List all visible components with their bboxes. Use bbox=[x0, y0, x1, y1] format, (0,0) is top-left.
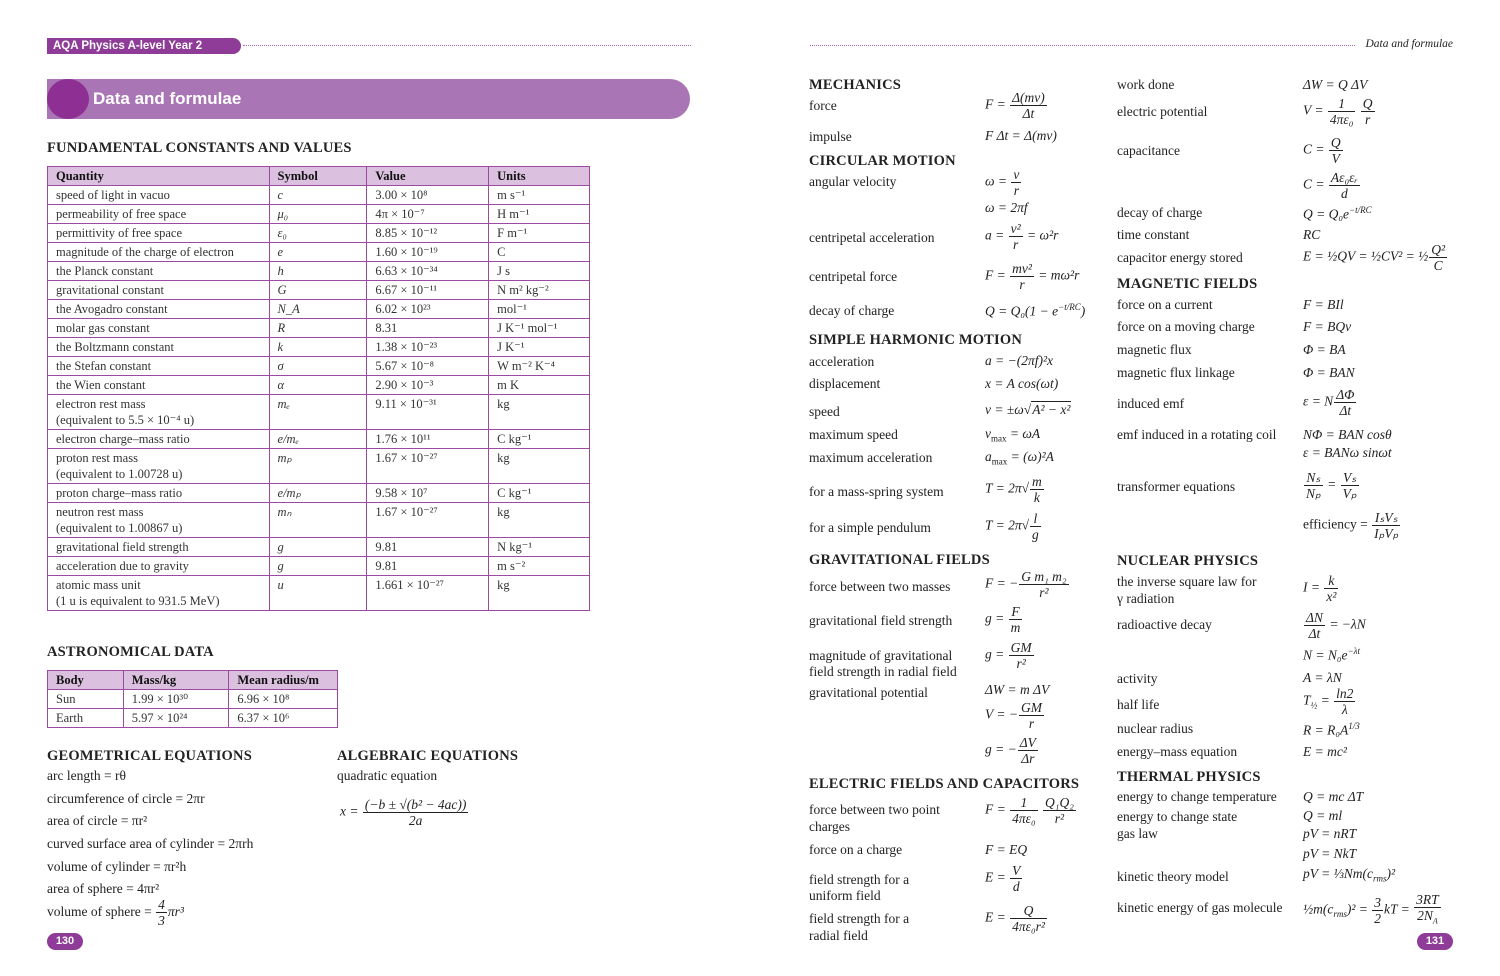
angular-velocity-formula: ω = $\frac{v}{r}$ bbox=[985, 167, 1020, 198]
flux-linkage-label: magnetic flux linkage bbox=[1117, 365, 1235, 380]
const-cell: 1.661 × 10⁻²⁷ bbox=[367, 576, 489, 611]
const-cell: c bbox=[269, 186, 367, 205]
const-cell: mol⁻¹ bbox=[489, 300, 590, 319]
geometric-line: circumference of circle = 2πr bbox=[47, 791, 205, 806]
thermal-heading: THERMAL PHYSICS bbox=[1117, 769, 1261, 785]
const-cell: J K⁻¹ bbox=[489, 338, 590, 357]
const-cell: μ₀ bbox=[269, 205, 367, 224]
const-cell: W m⁻² K⁻⁴ bbox=[489, 357, 590, 376]
const-cell: 9.11 × 10⁻³¹ bbox=[367, 395, 489, 430]
const-cell: permeability of free space bbox=[48, 205, 270, 224]
energy-state-label: energy to change state bbox=[1117, 809, 1238, 824]
const-cell: h bbox=[269, 262, 367, 281]
const-cell: 1.67 × 10⁻²⁷ bbox=[367, 503, 489, 538]
astro-cell: 6.37 × 10⁶ bbox=[229, 709, 338, 728]
header-divider-left bbox=[243, 45, 691, 46]
decay-of-charge-label-2: decay of charge bbox=[1117, 205, 1203, 220]
const-table-row bbox=[48, 376, 590, 395]
const-cell: 4π × 10⁻⁷ bbox=[367, 205, 489, 224]
energy-stored-label: capacitor energy stored bbox=[1117, 250, 1243, 265]
const-header-cell: Value bbox=[367, 167, 489, 186]
const-cell: the Wien constant bbox=[48, 376, 270, 395]
const-table-row bbox=[48, 319, 590, 338]
const-cell: the Boltzmann constant bbox=[48, 338, 270, 357]
nuclear-heading: NUCLEAR PHYSICS bbox=[1117, 553, 1259, 569]
const-cell: proton rest mass (equivalent to 1.00728 u) bbox=[48, 449, 270, 484]
grav-potential-formula-1: ΔW = m ΔV bbox=[985, 682, 1050, 697]
force-two-charges-label-2: charges bbox=[809, 819, 850, 834]
half-life-formula: $T_{\frac{1}{2}}$ = $\frac{\ln 2}{\lambda}$ bbox=[1303, 686, 1354, 717]
force-on-charge-label: force on a charge bbox=[809, 842, 903, 857]
astro-cell: 1.99 × 10³⁰ bbox=[123, 690, 229, 709]
astro-table-row bbox=[48, 690, 338, 709]
astro-cell: 6.96 × 10⁸ bbox=[229, 690, 338, 709]
astro-heading: ASTRONOMICAL DATA bbox=[47, 644, 214, 660]
const-table-row bbox=[48, 484, 590, 503]
const-cell: G bbox=[269, 281, 367, 300]
impulse-formula: F Δt = Δ(mv) bbox=[985, 128, 1057, 143]
force-two-masses-formula: F = − $\frac{\text{G m₁ m₂}}{\text{r²}}$ bbox=[985, 569, 1067, 600]
const-cell: m K bbox=[489, 376, 590, 395]
const-cell: 2.90 × 10⁻³ bbox=[367, 376, 489, 395]
angular-velocity-label: angular velocity bbox=[809, 174, 897, 189]
decay-of-charge-formula-2: $Q = Q_0e^{-t/RC}$ bbox=[1303, 205, 1372, 222]
const-cell: F m⁻¹ bbox=[489, 224, 590, 243]
acceleration-formula: a = −(2πf)²x bbox=[985, 353, 1054, 368]
const-table-row bbox=[48, 186, 590, 205]
const-table-row bbox=[48, 338, 590, 357]
volume-of-sphere bbox=[47, 897, 184, 928]
page-number-right: 131 bbox=[1417, 933, 1453, 950]
energy-mass-label: energy–mass equation bbox=[1117, 744, 1238, 759]
activity-formula: A = λN bbox=[1303, 670, 1342, 685]
grav-potential-formula-2: V = − $\frac{GM}{r}$ bbox=[985, 700, 1042, 731]
const-cell: u bbox=[269, 576, 367, 611]
const-cell: J s bbox=[489, 262, 590, 281]
ke-molecule-formula: $\frac{1}{2}m(c_{rms})^2$ = $\frac{3}{2}$ kT = $\frac{3RT}{2N_A}$ bbox=[1303, 892, 1439, 926]
quadratic-label: quadratic equation bbox=[337, 768, 438, 783]
transformer-label: transformer equations bbox=[1117, 479, 1236, 494]
radial-field-label-1: field strength for a bbox=[809, 911, 910, 926]
acceleration-label: acceleration bbox=[809, 354, 875, 369]
centripetal-acceleration-label: centripetal acceleration bbox=[809, 230, 935, 245]
const-table-row bbox=[48, 205, 590, 224]
inverse-square-label-1: the inverse square law for bbox=[1117, 574, 1257, 589]
quadratic-lhs: x = bbox=[340, 803, 359, 819]
constants-heading: FUNDAMENTAL CONSTANTS AND VALUES bbox=[47, 140, 352, 156]
grav-potential-label: gravitational potential bbox=[809, 685, 928, 700]
electric-potential-label: electric potential bbox=[1117, 104, 1208, 119]
geometric-heading: GEOMETRICAL EQUATIONS bbox=[47, 748, 252, 764]
work-done-label: work done bbox=[1117, 77, 1175, 92]
const-cell: e/mₑ bbox=[269, 430, 367, 449]
nuclear-radius-formula: $R = R_0A^{1/3}$ bbox=[1303, 721, 1360, 738]
gas-law-formula-1: pV = nRT bbox=[1303, 826, 1357, 841]
ke-molecule-label: kinetic energy of gas molecule bbox=[1117, 900, 1283, 915]
const-cell: acceleration due to gravity bbox=[48, 557, 270, 576]
uniform-field-label-1: field strength for a bbox=[809, 872, 910, 887]
geometric-line: area of circle = πr² bbox=[47, 813, 148, 828]
energy-stored-formula: E = ½QV = ½CV² = ½ $\frac{\text{Q²}}{C}$ bbox=[1303, 242, 1446, 273]
induced-emf-formula: ε = N $\frac{\Delta\Phi}{\Delta t}$ bbox=[1303, 387, 1355, 418]
const-cell: g bbox=[269, 557, 367, 576]
half-life-label: half life bbox=[1117, 697, 1160, 712]
const-cell: mₚ bbox=[269, 449, 367, 484]
kinetic-theory-formula: pV = $\frac{1}{3}Nm(c_{rms})^2$ bbox=[1303, 866, 1396, 884]
const-cell: atomic mass unit (1 u is equivalent to 931.5 MeV) bbox=[48, 576, 270, 611]
force-current-label: force on a current bbox=[1117, 297, 1213, 312]
energy-state-formula: Q = ml bbox=[1303, 808, 1343, 823]
const-cell: N_A bbox=[269, 300, 367, 319]
astro-header-cell: Body bbox=[48, 671, 124, 690]
const-cell: ε₀ bbox=[269, 224, 367, 243]
const-cell: 9.58 × 10⁷ bbox=[367, 484, 489, 503]
geometric-line: arc length = rθ bbox=[47, 768, 126, 783]
geometric-line: area of sphere = 4πr² bbox=[47, 881, 160, 896]
const-cell: 8.31 bbox=[367, 319, 489, 338]
const-cell: m s⁻² bbox=[489, 557, 590, 576]
const-cell: the Avogadro constant bbox=[48, 300, 270, 319]
const-cell: 3.00 × 10⁸ bbox=[367, 186, 489, 205]
sphere-tail: πr³ bbox=[167, 904, 184, 919]
inverse-square-label-2: γ radiation bbox=[1117, 591, 1175, 606]
const-cell: kg bbox=[489, 449, 590, 484]
const-cell: H m⁻¹ bbox=[489, 205, 590, 224]
const-cell: electron charge–mass ratio bbox=[48, 430, 270, 449]
const-cell: e/mₚ bbox=[269, 484, 367, 503]
maximum-speed-formula: $v_{max} = \omega A$ bbox=[985, 426, 1041, 444]
book-title-tag: AQA Physics A-level Year 2 bbox=[47, 38, 241, 54]
const-cell: N kg⁻¹ bbox=[489, 538, 590, 557]
inverse-square-formula: I = $\frac{k}{\text{x²}}$ bbox=[1303, 573, 1337, 604]
const-cell: C kg⁻¹ bbox=[489, 484, 590, 503]
const-header-cell: Symbol bbox=[269, 167, 367, 186]
const-cell: mₑ bbox=[269, 395, 367, 430]
force-formula: F = $\frac{\Delta(mv)}{\Delta t}$ bbox=[985, 90, 1045, 121]
sphere-label: volume of sphere = bbox=[47, 904, 152, 919]
grav-field-strength-label: gravitational field strength bbox=[809, 613, 953, 628]
quadratic-formula bbox=[340, 797, 469, 828]
const-cell: R bbox=[269, 319, 367, 338]
const-cell: 1.76 × 10¹¹ bbox=[367, 430, 489, 449]
gas-law-formula-2: pV = NkT bbox=[1303, 846, 1357, 861]
decay-of-charge-label: decay of charge bbox=[809, 303, 895, 318]
uniform-field-label-2: uniform field bbox=[809, 888, 881, 903]
pendulum-formula: T = 2π√ $\frac{l}{g}$ bbox=[985, 511, 1039, 542]
const-table-row bbox=[48, 243, 590, 262]
energy-mass-formula: E = mc² bbox=[1303, 744, 1347, 759]
const-cell: neutron rest mass (equivalent to 1.00867 u) bbox=[48, 503, 270, 538]
const-cell: 9.81 bbox=[367, 557, 489, 576]
electric-potential-formula: V = $\frac{1}{\text{4πε₀}}$ $\frac{Q}{r}$ bbox=[1303, 96, 1373, 127]
const-cell: 6.63 × 10⁻³⁴ bbox=[367, 262, 489, 281]
const-cell: speed of light in vacuo bbox=[48, 186, 270, 205]
const-table-row bbox=[48, 395, 590, 430]
algebraic-heading: ALGEBRAIC EQUATIONS bbox=[337, 748, 519, 764]
const-cell: mₙ bbox=[269, 503, 367, 538]
const-table-row bbox=[48, 430, 590, 449]
radial-field-formula: E = $\frac{Q}{\text{4πε₀r²}}$ bbox=[985, 903, 1045, 934]
const-table-row bbox=[48, 300, 590, 319]
emf-rotating-formula-1: NΦ = BAN cosθ bbox=[1303, 427, 1392, 442]
radial-field-label-2: radial field bbox=[809, 928, 868, 943]
header-divider-right bbox=[810, 45, 1355, 46]
constants-table bbox=[47, 166, 590, 611]
const-table-row bbox=[48, 262, 590, 281]
work-done-formula: ΔW = Q ΔV bbox=[1303, 77, 1368, 92]
const-cell: 6.02 × 10²³ bbox=[367, 300, 489, 319]
const-cell: magnitude of the charge of electron bbox=[48, 243, 270, 262]
astro-table bbox=[47, 670, 338, 728]
activity-label: activity bbox=[1117, 671, 1158, 686]
astro-cell: 5.97 × 10²⁴ bbox=[123, 709, 229, 728]
const-cell: e bbox=[269, 243, 367, 262]
centripetal-force-formula: F = $\frac{\text{mv²}}{r}$ = mω²r bbox=[985, 261, 1080, 292]
force-on-charge-formula: F = EQ bbox=[985, 842, 1028, 857]
force-two-charges-formula: F = $\frac{1}{\text{4πε₀}}$ $\frac{\text{Q₁Q₂}}{\text{r²}}$ bbox=[985, 795, 1074, 826]
const-cell: N m² kg⁻² bbox=[489, 281, 590, 300]
magnetic-flux-formula: Φ = BA bbox=[1303, 342, 1346, 357]
grav-field-strength-formula: g = $\frac{F}{m}$ bbox=[985, 604, 1021, 635]
radioactive-decay-formula: $\frac{\Delta N}{\Delta t}$ = −λN bbox=[1306, 610, 1366, 641]
impulse-label: impulse bbox=[809, 129, 852, 144]
gravitational-heading: GRAVITATIONAL FIELDS bbox=[809, 552, 990, 568]
sphere-fraction bbox=[156, 897, 167, 928]
const-cell: J K⁻¹ mol⁻¹ bbox=[489, 319, 590, 338]
const-header-cell: Units bbox=[489, 167, 590, 186]
energy-temp-label: energy to change temperature bbox=[1117, 789, 1277, 804]
sphere-denominator: 3 bbox=[158, 913, 165, 929]
const-table-row bbox=[48, 503, 590, 538]
emf-rotating-label: emf induced in a rotating coil bbox=[1117, 427, 1277, 442]
maximum-acceleration-label: maximum acceleration bbox=[809, 450, 933, 465]
magnetic-heading: MAGNETIC FIELDS bbox=[1117, 276, 1258, 292]
capacitance-formula-2: C = $\frac{\text{Aε₀εᵣ}}{d}$ bbox=[1303, 170, 1358, 201]
running-header: Data and formulae bbox=[1365, 38, 1453, 50]
pendulum-label: for a simple pendulum bbox=[809, 520, 931, 535]
induced-emf-label: induced emf bbox=[1117, 396, 1185, 411]
decay-of-charge-formula: $Q = Q_0(1 - e^{-t/RC})$ bbox=[985, 302, 1086, 319]
grav-radial-formula: g = $\frac{GM}{\text{r²}}$ bbox=[985, 640, 1032, 671]
force-label: force bbox=[809, 98, 837, 113]
force-current-formula: F = BIl bbox=[1303, 297, 1344, 312]
const-cell: kg bbox=[489, 576, 590, 611]
const-cell: proton charge–mass ratio bbox=[48, 484, 270, 503]
speed-label: speed bbox=[809, 404, 840, 419]
displacement-label: displacement bbox=[809, 376, 881, 391]
uniform-field-formula: E = $\frac{V}{d}$ bbox=[985, 863, 1021, 894]
const-cell: kg bbox=[489, 503, 590, 538]
kinetic-theory-label: kinetic theory model bbox=[1117, 869, 1229, 884]
nuclear-radius-label: nuclear radius bbox=[1117, 721, 1194, 736]
page-title: Data and formulae bbox=[93, 89, 242, 108]
astro-header-cell: Mean radius/m bbox=[229, 671, 338, 690]
const-table-row bbox=[48, 357, 590, 376]
force-moving-charge-label: force on a moving charge bbox=[1117, 319, 1255, 334]
transformer-formula: $\frac{\text{Nₛ}}{\text{Nₚ}}$ = $\frac{\text{Vₛ}}{\text{Vₚ}}$ bbox=[1306, 470, 1357, 501]
radioactive-decay-label: radioactive decay bbox=[1117, 617, 1212, 632]
time-constant-formula: RC bbox=[1303, 227, 1321, 242]
mechanics-heading: MECHANICS bbox=[809, 77, 902, 93]
grav-radial-label-2: field strength in radial field bbox=[809, 664, 957, 679]
maximum-acceleration-formula: $a_{max} = (\omega)^2A$ bbox=[985, 449, 1054, 467]
const-table-row bbox=[48, 538, 590, 557]
time-constant-label: time constant bbox=[1117, 227, 1190, 242]
page-number-left: 130 bbox=[47, 933, 83, 950]
const-cell: g bbox=[269, 538, 367, 557]
const-cell: C kg⁻¹ bbox=[489, 430, 590, 449]
const-cell: 5.67 × 10⁻⁸ bbox=[367, 357, 489, 376]
const-cell: k bbox=[269, 338, 367, 357]
grav-potential-formula-3: g = − $\frac{\Delta V}{\Delta r}$ bbox=[985, 735, 1036, 766]
const-cell: the Stefan constant bbox=[48, 357, 270, 376]
astro-table-row bbox=[48, 709, 338, 728]
emf-rotating-formula-2: ε = BANω sinωt bbox=[1303, 445, 1392, 460]
efficiency-formula: efficiency = $\frac{\text{IₛVₛ}}{\text{IₚVₚ}}$ bbox=[1303, 510, 1399, 541]
mass-spring-label: for a mass-spring system bbox=[809, 484, 944, 499]
gas-law-label: gas law bbox=[1117, 826, 1158, 841]
geometric-line: curved surface area of cylinder = 2πrh bbox=[47, 836, 254, 851]
energy-temp-formula: Q = mc ΔT bbox=[1303, 789, 1364, 804]
radioactive-decay-formula-2: $N = N_0e^{-\lambda t}$ bbox=[1303, 646, 1361, 663]
const-cell: the Planck constant bbox=[48, 262, 270, 281]
const-cell: 8.85 × 10⁻¹² bbox=[367, 224, 489, 243]
const-cell: C bbox=[489, 243, 590, 262]
mass-spring-formula: T = 2π√ $\frac{m}{k}$ bbox=[985, 474, 1042, 505]
grav-radial-label-1: magnitude of gravitational bbox=[809, 648, 953, 663]
quadratic-fraction bbox=[363, 797, 469, 828]
const-cell: m s⁻¹ bbox=[489, 186, 590, 205]
angular-velocity-formula-2: ω = 2πf bbox=[985, 200, 1028, 215]
flux-linkage-formula: Φ = BAN bbox=[1303, 365, 1355, 380]
const-cell: gravitational field strength bbox=[48, 538, 270, 557]
const-table-row bbox=[48, 449, 590, 484]
const-cell: permittivity of free space bbox=[48, 224, 270, 243]
astro-cell: Sun bbox=[48, 690, 124, 709]
displacement-formula: x = A cos(ωt) bbox=[985, 376, 1059, 391]
const-table-row bbox=[48, 557, 590, 576]
const-table-row bbox=[48, 281, 590, 300]
const-table-row bbox=[48, 224, 590, 243]
capacitance-formula: C = $\frac{Q}{V}$ bbox=[1303, 135, 1341, 166]
force-two-charges-label-1: force between two point bbox=[809, 802, 940, 817]
banner-circle bbox=[47, 79, 89, 119]
centripetal-force-label: centripetal force bbox=[809, 269, 898, 284]
astro-cell: Earth bbox=[48, 709, 124, 728]
const-header-cell: Quantity bbox=[48, 167, 270, 186]
const-cell: 1.67 × 10⁻²⁷ bbox=[367, 449, 489, 484]
const-cell: molar gas constant bbox=[48, 319, 270, 338]
geometric-line: volume of cylinder = πr²h bbox=[47, 859, 187, 874]
electric-heading: ELECTRIC FIELDS AND CAPACITORS bbox=[809, 776, 1080, 792]
circular-motion-heading: CIRCULAR MOTION bbox=[809, 153, 956, 169]
const-cell: σ bbox=[269, 357, 367, 376]
const-cell: 1.60 × 10⁻¹⁹ bbox=[367, 243, 489, 262]
const-cell: electron rest mass (equivalent to 5.5 × 10⁻⁴ u) bbox=[48, 395, 270, 430]
force-moving-charge-formula: F = BQv bbox=[1303, 319, 1352, 334]
speed-formula: v = ±ω√A² − x² bbox=[985, 402, 1071, 417]
centripetal-acceleration-formula: a = $\frac{\text{v²}}{r}$ = ω²r bbox=[985, 221, 1059, 252]
shm-heading: SIMPLE HARMONIC MOTION bbox=[809, 332, 1023, 348]
quadratic-numerator: (−b ± √(b² − 4ac)) bbox=[364, 797, 467, 812]
const-table-row bbox=[48, 576, 590, 611]
const-cell: 6.67 × 10⁻¹¹ bbox=[367, 281, 489, 300]
quadratic-denominator: 2a bbox=[408, 813, 423, 828]
sphere-numerator: 4 bbox=[158, 897, 165, 913]
astro-header-cell: Mass/kg bbox=[123, 671, 229, 690]
magnetic-flux-label: magnetic flux bbox=[1117, 342, 1192, 357]
const-cell: α bbox=[269, 376, 367, 395]
const-cell: kg bbox=[489, 395, 590, 430]
const-cell: gravitational constant bbox=[48, 281, 270, 300]
const-cell: 1.38 × 10⁻²³ bbox=[367, 338, 489, 357]
capacitance-label: capacitance bbox=[1117, 143, 1180, 158]
const-cell: 9.81 bbox=[367, 538, 489, 557]
force-two-masses-label: force between two masses bbox=[809, 579, 951, 594]
maximum-speed-label: maximum speed bbox=[809, 427, 898, 442]
